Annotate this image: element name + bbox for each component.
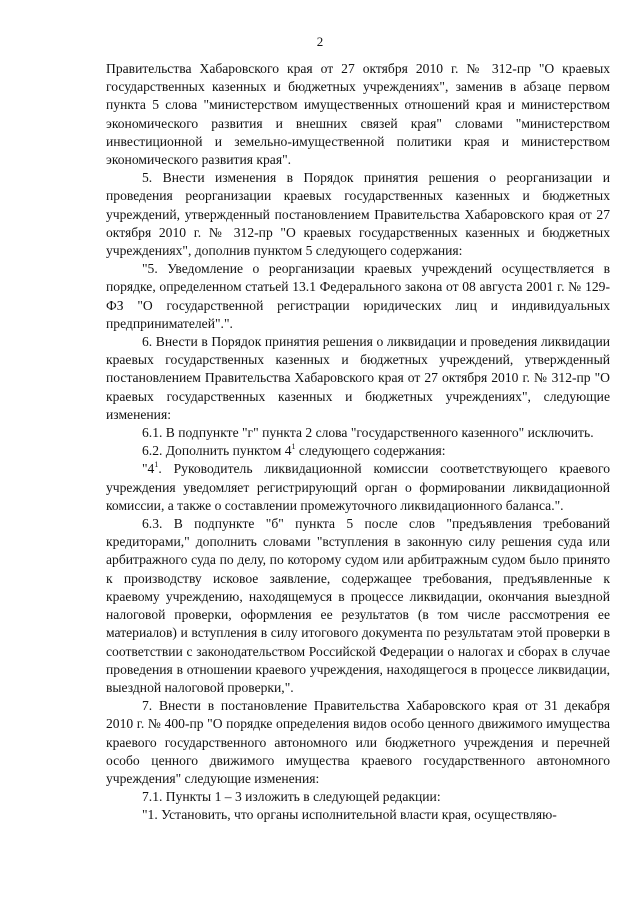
paragraph-item-7: 7. Внести в постановление Правительства Хабаровского края от 31 декабря 2010 г. № 400-пр "О порядке определения видов особо ценного движимого имущества краевого государственного автономного или бюджетного учреждения и перечней особо ценного движимого имущества краевого государственного автономного учреждения" следующие изменения: [106, 698, 610, 786]
document-body [106, 60, 610, 825]
paragraph-item-6: 6. Внести в Порядок принятия решения о ликвидации и проведения ликвидации краевых государственных казенных и бюджетных учреждений, утвержденный постановлением Правительства Хабаровского края от 27 октября 2010 г. № 312-пр "О краевых государственных казенных и бюджетных учреждениях", следующие изменения: [106, 334, 610, 422]
paragraph-item-6-3: 6.3. В подпункте "б" пункта 5 после слов "предъявления требований кредиторами," дополнить словами "вступления в законную силу решения суда или арбитражного суда по делу, по которому судом или арбитражным судом было принято к производству исковое заявление, содержащее требования, предъявленные к краевому учреждению, находящемуся в процессе ликвидации, окончания выездной налоговой проверки, оформления ее результатов (в том числе рассмотрения ее материалов) и вступления в силу итогового документа по результатам этой проверки в соответствии с законодательством Российской Федерации о налогах и сборах в случае проведения в отношении краевого учреждения, находящегося в процессе ликвидации, выездной налоговой проверки,". [106, 516, 610, 695]
paragraph-item-4-1-text: "$4^1$. Руководитель ликвидационной комиссии соответствующего краевого учреждения уведомляет регистрирующий орган о формировании ликвидационной комиссии, а также о составлении промежуточного ликвидационного баланса.". [106, 460, 610, 513]
paragraph-continuation: Правительства Хабаровского края от 27 октября 2010 г. № 312-пр "О краевых государственных казенных и бюджетных учреждениях", заменив в абзаце первом пункта 5 слова "министерством имущественных отношений края и министерством экономического развития и внешних связей края" словами "министерством инвестиционной и земельно-имущественной политики края и министерством экономического развития края". [106, 61, 610, 168]
paragraph-item-6-1: 6.1. В подпункте "г" пункта 2 слова "государственного казенного" исключить. [142, 425, 594, 441]
paragraph-item-5-text: "5. Уведомление о реорганизации краевых учреждений осуществляется в порядке, определенном статьей 13.1 Федерального закона от 08 августа 2001 г. № 129-ФЗ "О государственной регистрации юридических лиц и индивидуальных предпринимателей".". [106, 261, 610, 331]
page-number: 2 [316, 34, 324, 49]
paragraph-item-6-2: 6.2. Дополнить пунктом $4^1$ следующего содержания: [142, 442, 446, 459]
paragraph-item-7-1: 7.1. Пункты 1 – 3 изложить в следующей редакции: [142, 789, 441, 805]
paragraph-item-1-new: "1. Установить, что органы исполнительной власти края, осуществляю- [142, 807, 557, 823]
paragraph-item-5: 5. Внести изменения в Порядок принятия решения о реорганизации и проведения реорганизации краевых государственных казенных и бюджетных учреждений, утвержденный постановлением Правительства Хабаровского края от 27 октября 2010 г. № 312-пр "О краевых государственных казенных и бюджетных учреждениях", дополнив пунктом 5 следующего содержания: [106, 170, 610, 259]
